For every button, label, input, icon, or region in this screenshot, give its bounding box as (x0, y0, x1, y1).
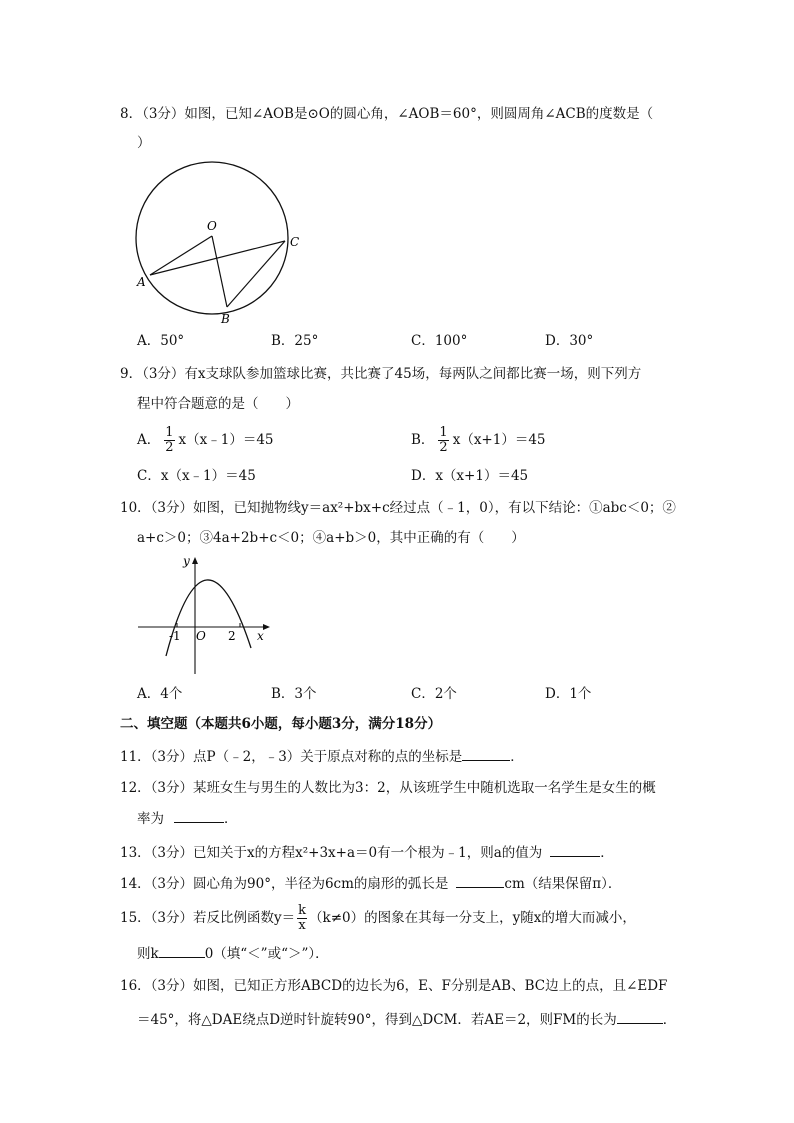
q8-line1: 8．（3分）如图，已知∠AOB是⊙O的圆心角，∠AOB＝60°，则圆周角∠ACB的度数是（ (120, 106, 654, 122)
parabola-curve (166, 580, 251, 656)
q15-line1 (120, 904, 636, 933)
q10-option-c: C．2个 (411, 686, 457, 702)
label-origin: O (196, 629, 206, 643)
section2-heading: 二、填空题（本题共6小题，每小题3分，满分18分） (120, 716, 442, 732)
q15-line2 (137, 943, 329, 964)
q16-end: ． (662, 1012, 677, 1028)
q13 (120, 842, 614, 863)
label-neg1: -1 (169, 629, 181, 643)
q12-end: ． (224, 811, 238, 827)
q15-line2-b: 0（填“＜”或“＞”）． (204, 946, 329, 962)
q8-option-d: D．30° (545, 333, 594, 349)
q9-b-num: 1 (439, 425, 448, 440)
q13-end: ． (600, 845, 614, 861)
q15-frac-den: x (298, 918, 306, 933)
segment-ac (150, 241, 285, 275)
y-axis-arrow (192, 557, 198, 564)
q10-line1: 10．（3分）如图，已知抛物线y＝ax²+bx+c经过点（﹣1，0），有以下结论：①abc＜0；② (120, 500, 676, 516)
q8-line2: ） (137, 135, 151, 151)
q9-b-letter: B． (411, 432, 435, 448)
label-c: C (290, 235, 300, 249)
q8-option-b: B．25° (271, 333, 319, 349)
segment-oa (150, 236, 212, 275)
label-x: x (257, 629, 264, 643)
q10-option-b: B．3个 (271, 686, 317, 702)
q9-a-fraction (164, 426, 174, 455)
q10-option-a: A．4个 (137, 686, 183, 702)
q8-circle-figure (128, 155, 308, 330)
q11-end: ． (510, 749, 524, 765)
q16-line1: 16．（3分）如图，已知正方形ABCD的边长为6，E、F分别是AB、BC边上的点，且∠EDF (120, 978, 668, 994)
q12-prefix: 率为 (137, 811, 164, 827)
q8-option-a: A．50° (137, 333, 185, 349)
label-o: O (207, 219, 217, 233)
q13-text: 13．（3分）已知关于x的方程x²+3x+a＝0有一个根为﹣1，则a的值为 (120, 845, 543, 861)
q14-answer-blank[interactable] (456, 873, 504, 888)
q15-answer-blank[interactable] (159, 943, 205, 958)
q14 (120, 873, 621, 894)
q15-text-b: （k≠0）的图象在其每一分支上，y随x的增大而减小， (309, 910, 636, 926)
q11-answer-blank[interactable] (462, 746, 510, 761)
q12-line1: 12．（3分）某班女生与男生的人数比为3：2，从该班学生中随机选取一名学生是女生的概 (120, 780, 656, 796)
x-axis-arrow (263, 624, 270, 630)
q9-option-b (411, 426, 546, 455)
label-2: 2 (228, 629, 236, 643)
q9-b-den: 2 (439, 440, 448, 455)
q9-a-num: 1 (165, 425, 174, 440)
q8-option-c: C．100° (411, 333, 468, 349)
q16-answer-blank[interactable] (617, 1009, 663, 1024)
q9-a-letter: A． (137, 432, 161, 448)
q13-answer-blank[interactable] (550, 842, 600, 857)
q9-a-den: 2 (165, 440, 174, 455)
q9-option-c: C．x（x﹣1）＝45 (137, 468, 256, 484)
q9-b-rest: x（x+1）＝45 (452, 432, 546, 448)
q10-option-d: D．1个 (545, 686, 592, 702)
q15-text-a: 15．（3分）若反比例函数y＝ (120, 910, 296, 926)
q15-line2-a: 则k (137, 946, 159, 962)
label-a: A (137, 275, 146, 289)
q9-line1: 9．（3分）有x支球队参加篮球比赛，共比赛了45场，每两队之间都比赛一场，则下列方 (120, 366, 642, 382)
q14-text: 14．（3分）圆心角为90°，半径为6cm的扇形的弧长是 (120, 876, 449, 892)
q10-parabola-figure (133, 548, 278, 678)
q9-line2: 程中符合题意的是（ ） (137, 396, 299, 412)
label-y: y (183, 554, 190, 568)
segment-bc (227, 241, 285, 307)
q10-line2: a+c＞0；③4a+2b+c＜0；④a+b＞0，其中正确的有（ ） (137, 530, 525, 546)
q16-text: ＝45°，将△DAE绕点D逆时针旋转90°，得到△DCM．若AE＝2，则FM的长为 (137, 1012, 617, 1028)
segment-ob (212, 236, 227, 307)
q14-end: cm（结果保留π）． (504, 876, 622, 892)
q11 (120, 746, 524, 767)
q11-text: 11．（3分）点P（﹣2，﹣3）关于原点对称的点的坐标是 (120, 749, 463, 765)
q16-line2 (137, 1009, 676, 1030)
q9-b-fraction (438, 426, 448, 455)
q9-option-a (137, 426, 274, 455)
q12-line2 (137, 808, 238, 829)
q9-a-rest: x（x﹣1）＝45 (178, 432, 274, 448)
label-b: B (221, 312, 230, 326)
q15-frac-num: k (298, 903, 307, 918)
q12-answer-blank[interactable] (174, 808, 224, 823)
q15-fraction (297, 904, 307, 933)
q9-option-d: D．x（x+1）＝45 (411, 468, 529, 484)
